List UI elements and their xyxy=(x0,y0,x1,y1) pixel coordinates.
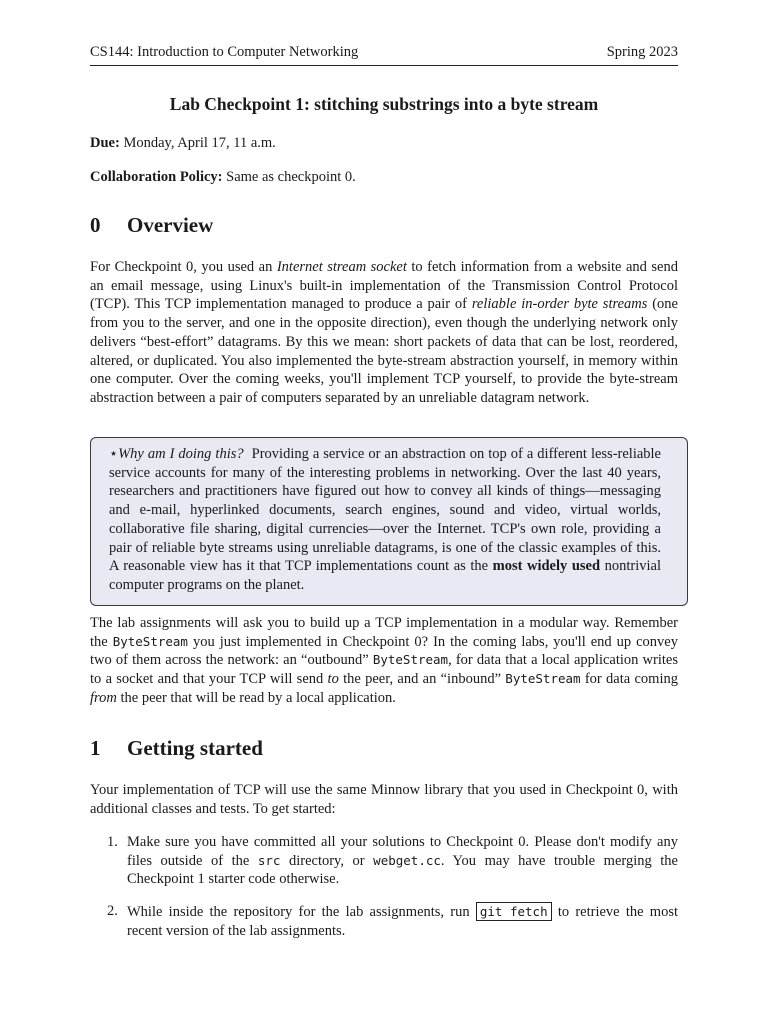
text-run: Make sure you have committed all your solutions to Checkpoint 0. Please don't modify any files outside of the xyxy=(127,834,678,869)
callout-text xyxy=(109,445,665,595)
text-run: For Checkpoint 0, you used an xyxy=(90,259,277,275)
list-item-text xyxy=(127,833,678,889)
text-run: the peer that will be read by a local application. xyxy=(116,689,396,706)
labs-paragraph xyxy=(90,614,678,708)
list-marker: 2. xyxy=(107,903,118,919)
document-title: Lab Checkpoint 1: stitching substrings into a byte stream xyxy=(169,94,599,114)
course-name: CS144: Introduction to Computer Networking xyxy=(90,44,359,60)
emphasis: from xyxy=(90,689,117,706)
text-run: , for data that a local application writes to a socket and that your TCP will send xyxy=(90,652,678,688)
section-heading-overview xyxy=(90,213,213,238)
code-text: ByteStream xyxy=(112,633,188,649)
callout-box xyxy=(90,437,688,606)
due-label: Due: xyxy=(90,135,120,151)
code-text: webget.cc xyxy=(373,852,441,868)
section-number: 1 xyxy=(90,736,101,760)
section-number: 0 xyxy=(90,213,101,237)
text-run: nontrivial computer programs on the planet. xyxy=(109,558,661,593)
overview-paragraph xyxy=(90,258,678,408)
collaboration-value: Same as checkpoint 0. xyxy=(226,169,356,185)
running-header xyxy=(90,44,678,66)
text-run: to fetch information from a website and send an email message, using Linux's built-in implementation of the Transmission Control Protocol (TCP). This TCP implementation managed to produce a pair of xyxy=(90,259,678,313)
text-run: While inside the repository for the lab assignments, run xyxy=(127,904,476,920)
star-icon: ⋆ xyxy=(109,446,119,462)
code-text: ByteStream xyxy=(372,652,449,668)
due-value: Monday, April 17, 11 a.m. xyxy=(123,135,276,151)
collaboration-label: Collaboration Policy: xyxy=(90,169,223,185)
text-run: Providing a service or an abstraction on top of a different less-reliable service accounts for many of the interesting problems in networking. Over the last 40 years, researchers and practitioners have figured out how to convey all kinds of things—messaging and e-mail, hyperlinked documents, search engines, sound and video, virtual worlds, collaborative file sharing, digital currencies—over the Internet. TCP's own role, providing a pair of reliable byte streams using unreliable datagrams, is one of the classic examples of this. A reasonable view has it that TCP implementations count as the xyxy=(109,446,665,575)
text-run: for data coming xyxy=(580,671,678,688)
emphasis: to xyxy=(327,671,339,688)
text-run: . You may have trouble merging the Checkpoint 1 starter code otherwise. xyxy=(127,852,678,888)
text-run: (one from you to the server, and one in the opposite direction), even though the underlying network only delivers “best-effort” datagrams. By this we mean: short packets of data that can be lost, reordered, altered, or duplicated. You also implemented the byte-stream abstraction yourself, in memory within one computer. Over the coming weeks, you'll implement TCP yourself, to provide the byte-stream abstraction between a pair of computers separated by an unreliable datagram network. xyxy=(90,296,678,406)
collaboration-line xyxy=(90,169,356,186)
text-run: the peer, and an “inbound” xyxy=(338,671,506,688)
emphasis: reliable in-order byte streams xyxy=(471,296,648,313)
text-run: The lab assignments will ask you to build up a TCP implementation in a modular way. Remember the xyxy=(90,615,678,650)
text-run: to retrieve the most recent version of the lab assignments. xyxy=(127,904,678,939)
section-title: Overview xyxy=(127,213,214,237)
callout-question: Why am I doing this? xyxy=(118,446,244,462)
header-rule xyxy=(90,65,678,66)
list-item-text xyxy=(127,902,678,940)
term: Spring 2023 xyxy=(606,44,678,60)
code-text: src xyxy=(257,852,281,868)
text-run: you just implemented in Checkpoint 0? In the coming labs, you'll end up convey two of them across the network: an “outbound” xyxy=(90,633,678,669)
bold-text: most widely used xyxy=(492,558,601,575)
command-box: git fetch xyxy=(476,902,552,921)
code-text: ByteStream xyxy=(505,671,581,687)
due-line xyxy=(90,135,276,152)
getting-started-intro: Your implementation of TCP will use the same Minnow library that you used in Checkpoint 0, with additional classes and tests. To get started: xyxy=(90,782,678,817)
section-title: Getting started xyxy=(127,736,263,760)
text-run: directory, or xyxy=(280,852,374,869)
list-marker: 1. xyxy=(107,834,118,850)
emphasis: Internet stream socket xyxy=(276,259,407,275)
section-heading-getting-started xyxy=(90,736,263,761)
